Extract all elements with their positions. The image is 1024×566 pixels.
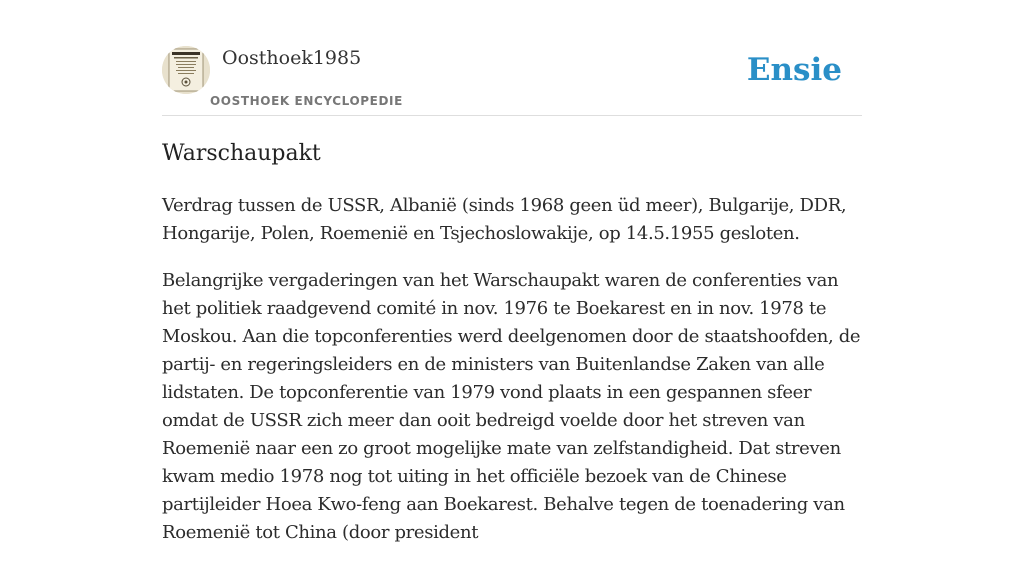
book-title-page-icon [162, 46, 210, 94]
author-name[interactable]: Oosthoek1985 [222, 47, 362, 69]
page [162, 0, 862, 543]
site-logo[interactable]: Ensie [746, 52, 842, 88]
article-paragraph: Verdrag tussen de USSR, Albanië (sinds 1968 geen üd meer), Bulgarije, DDR, Hongarije, Polen, Roemenië en Tsjechoslowakije, op 14.5.1955 gesloten. [162, 195, 847, 244]
author-avatar[interactable] [162, 46, 210, 94]
article-paragraph: Belangrijke vergaderingen van het Warschaupakt waren de conferenties van het politiek raadgevend comité in nov. 1976 te Boekarest en in nov. 1978 te Moskou. Aan die topconferenties werd deelgenomen door de staatshoofden, de partij- en regeringsleiders en de ministers van Buitenlandse Zaken van alle lidstaten. De topconferentie van 1979 vond plaats in een gespannen sfeer omdat de USSR zich meer dan ooit bedreigd voelde door het streven van Roemenië naar een zo groot mogelijke mate van zelfstandigheid. Dat streven kwam medio 1978 nog tot uiting in het officiële bezoek van de Chinese partijleider Hoea Kwo-feng aan Boekarest. Behalve tegen de toenadering van Roemenië tot China (door president [162, 270, 861, 543]
article-title: Warschaupakt [162, 141, 321, 166]
author-header [162, 0, 862, 116]
source-label[interactable]: OOSTHOEK ENCYCLOPEDIE [210, 94, 403, 108]
article-body [162, 192, 862, 566]
